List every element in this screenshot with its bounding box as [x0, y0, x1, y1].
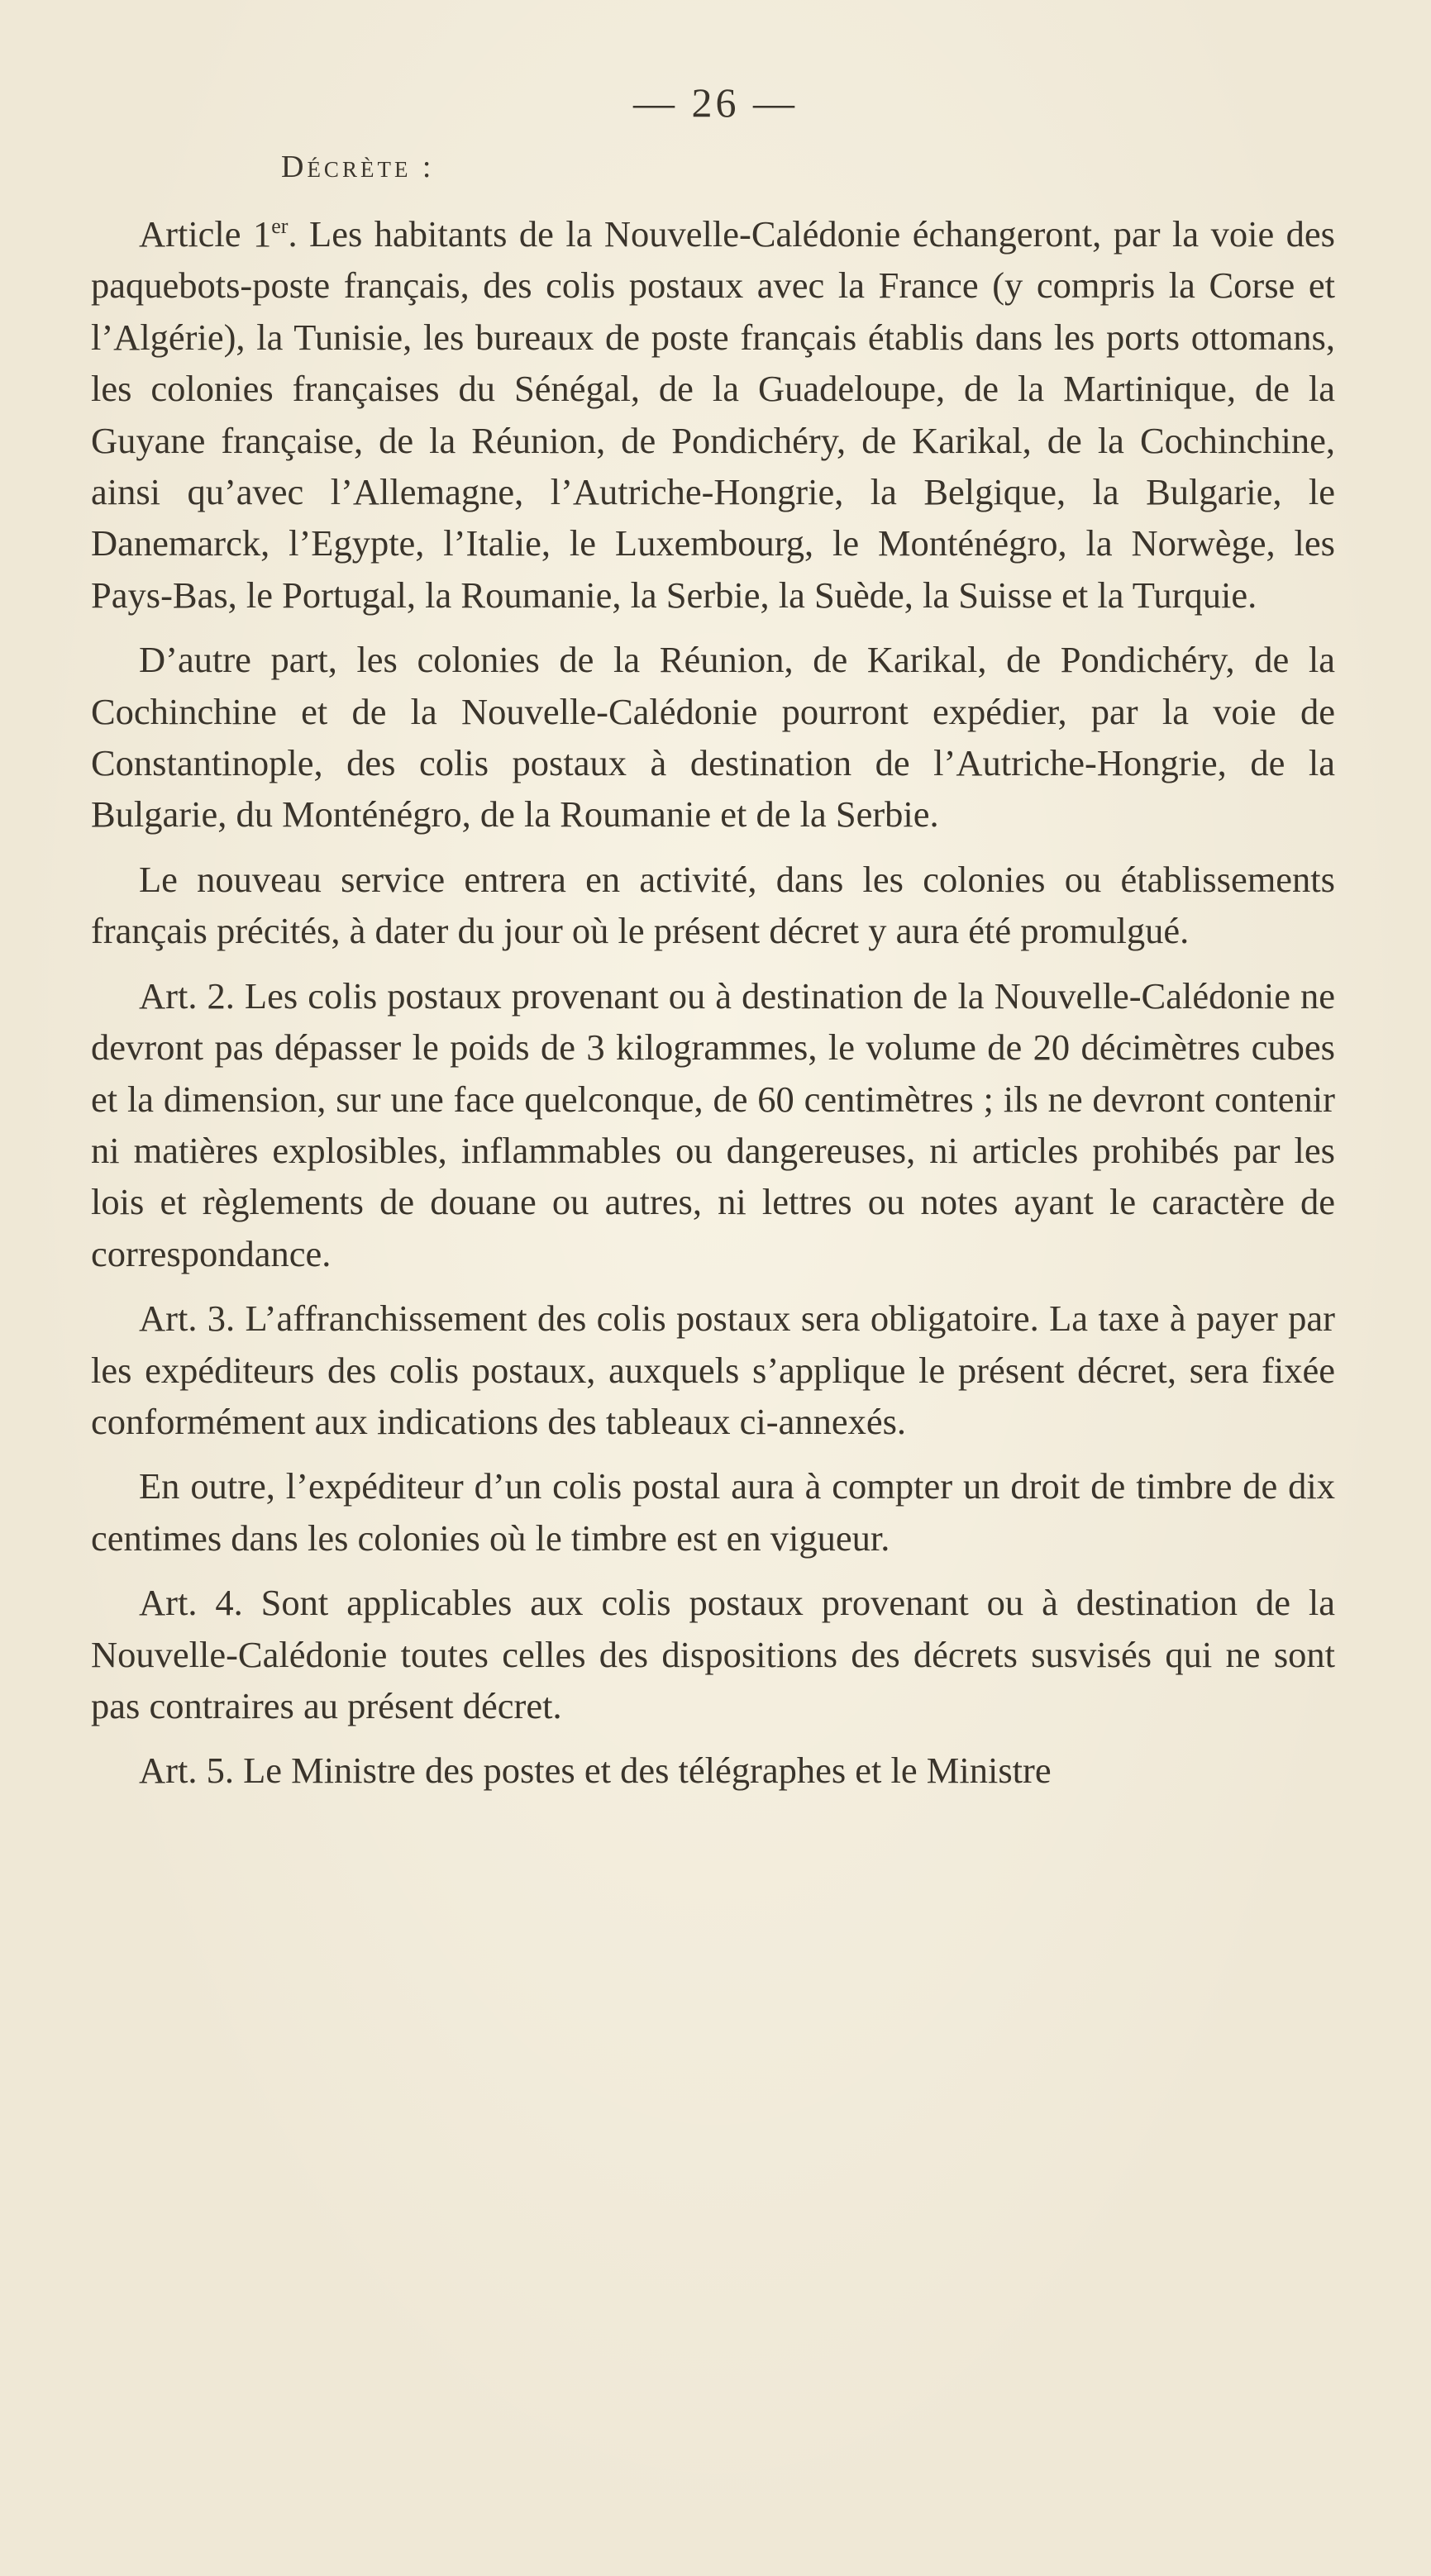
- body-text: [91, 208, 1335, 1810]
- paragraph-article-3: Art. 3. L’affranchissement des colis postaux sera obligatoire. La taxe à payer par les expéditeurs des colis postaux, auxquels s’applique le présent décret, sera fixée conformément aux indications des tableaux ci-annexés.: [91, 1298, 1335, 1442]
- paragraph-article-1: [91, 208, 1335, 621]
- paragraph-service-activation: Le nouveau service entrera en activité, dans les colonies ou établissements français précités, à dater du jour où le présent décret y aura été promulgué.: [91, 858, 1335, 952]
- decree-heading: Décrète :: [281, 150, 435, 184]
- article-1-lead: Article 1: [139, 213, 272, 255]
- paragraph-article-1-continued: D’autre part, les colonies de la Réunion, de Karikal, de Pondichéry, de la Cochinchine et de la Nouvelle-Calédonie pourront expédier, par la voie de Constantinople, des colis postaux à destination de l’Autriche-Hongrie, de la Bulgarie, du Monténégro, de la Roumanie et de la Serbie.: [91, 639, 1335, 836]
- paragraph-stamp-duty: En outre, l’expéditeur d’un colis postal aura à compter un droit de timbre de dix centimes dans les colonies où le timbre est en vigueur.: [91, 1465, 1335, 1559]
- article-1-text: . Les habitants de la Nouvelle-Calédonie échangeront, par la voie des paquebots-poste français, des colis postaux avec la France (y compris la Corse et l’Algérie), la Tunisie, les bureaux de poste français établis dans les ports ottomans, les colonies françaises du Sénégal, de la Guadeloupe, de la Martinique, de la Guyane française, de la Réunion, de Pondichéry, de Karikal, de la Cochinchine, ainsi qu’avec l’Allemagne, l’Autriche-Hongrie, la Belgique, la Bulgarie, le Danemarck, l’Egypte, l’Italie, le Luxembourg, le Monténégro, la Norwège, les Pays-Bas, le Portugal, la Roumanie, la Serbie, la Suède, la Suisse et la Turquie.: [91, 213, 1335, 616]
- article-1-superscript: er: [271, 214, 289, 239]
- paragraph-article-2: Art. 2. Les colis postaux provenant ou à destination de la Nouvelle-Calédonie ne devront pas dépasser le poids de 3 kilogrammes, le volume de 20 décimètres cubes et la dimension, sur une face quelconque, de 60 centimètres ; ils ne devront contenir ni matières explosibles, inflammables ou dangereuses, ni articles prohibés par les lois et règlements de douane ou autres, ni lettres ou notes ayant le caractère de correspondance.: [91, 974, 1335, 1274]
- page-number: — 26 —: [633, 79, 798, 126]
- paragraph-article-5: Art. 5. Le Ministre des postes et des télégraphes et le Ministre: [139, 1750, 1052, 1792]
- paragraph-article-4: Art. 4. Sont applicables aux colis postaux provenant ou à destination de la Nouvelle-Calédonie toutes celles des dispositions des décrets susvisés qui ne sont pas contraires au présent décret.: [91, 1582, 1335, 1726]
